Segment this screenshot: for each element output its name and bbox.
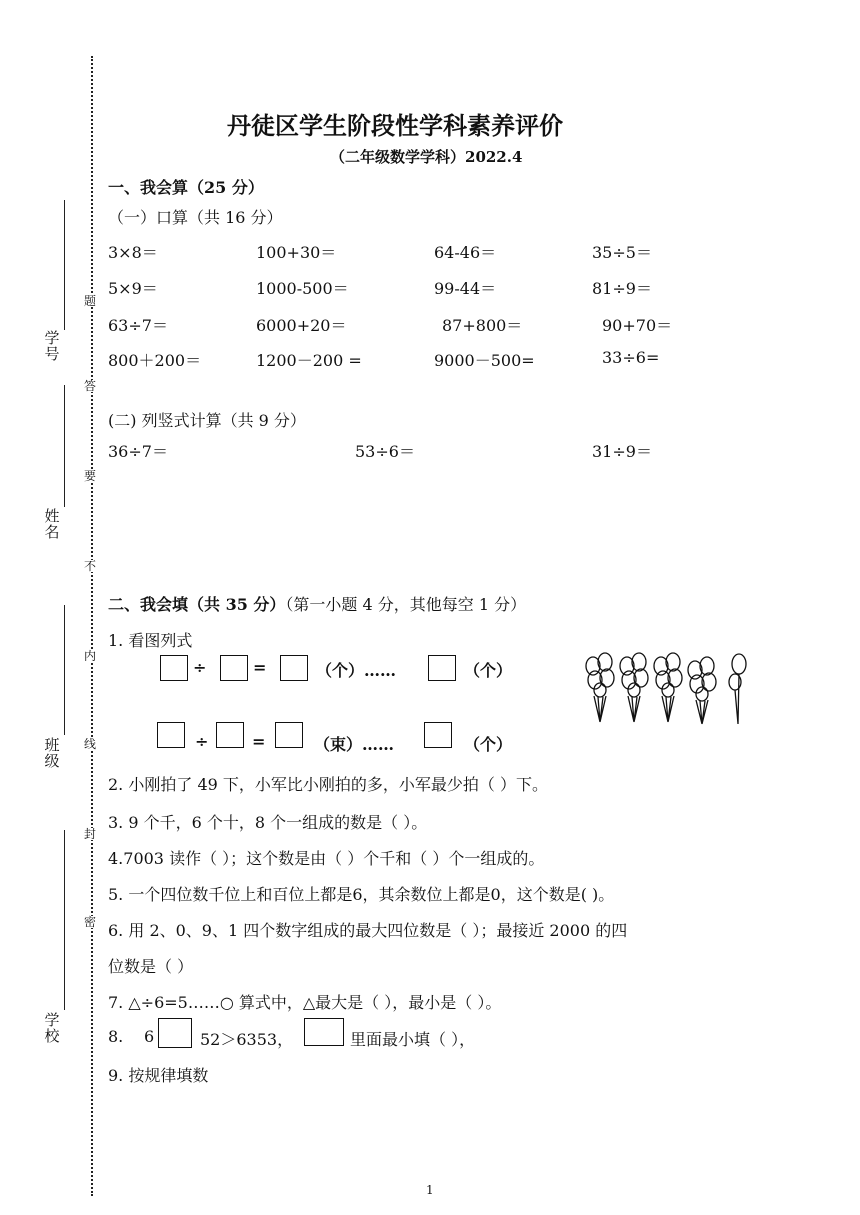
q1-label: 1. 看图列式 bbox=[108, 631, 193, 650]
unit-label: （束）…… bbox=[314, 735, 395, 754]
seal-char: 答 bbox=[84, 379, 97, 393]
answer-box[interactable] bbox=[157, 722, 185, 748]
vertical-calc-item: 53÷6＝ bbox=[355, 442, 415, 461]
answer-box[interactable] bbox=[220, 655, 248, 681]
answer-box[interactable] bbox=[275, 722, 303, 748]
balloon-bunch bbox=[620, 653, 648, 722]
school-label: 学校 bbox=[44, 1011, 60, 1045]
oral-item: 99-44＝ bbox=[434, 279, 497, 298]
vertical-calc-item: 31÷9＝ bbox=[592, 442, 652, 461]
oral-item: 64-46＝ bbox=[434, 243, 497, 262]
balloon-bunch bbox=[688, 657, 716, 724]
answer-box[interactable] bbox=[428, 655, 456, 681]
section1-heading: 一、我会算（25 分） bbox=[108, 178, 264, 197]
question-6-line2: 位数是（ ） bbox=[108, 957, 194, 976]
balloon-bunch bbox=[654, 653, 682, 722]
part2-heading: (二) 列竖式计算（共 9 分） bbox=[108, 411, 306, 430]
oral-item: 33÷6= bbox=[602, 348, 660, 367]
class-line bbox=[64, 605, 65, 735]
oral-item: 63÷7＝ bbox=[108, 316, 168, 335]
class-label: 班级 bbox=[44, 736, 60, 770]
section2-heading: 二、我会填（共 35 分） bbox=[108, 595, 286, 614]
oral-item: 81÷9＝ bbox=[592, 279, 652, 298]
question-6-line1: 6. 用 2、0、9、1 四个数字组成的最大四位数是（ ）；最接近 2000 的四 bbox=[108, 921, 628, 940]
equals-sign: = bbox=[252, 732, 266, 751]
binding-dotted-line bbox=[91, 56, 93, 1196]
oral-item: 5×9＝ bbox=[108, 279, 158, 298]
seal-char: 题 bbox=[84, 294, 97, 308]
oral-item: 800＋200＝ bbox=[108, 351, 202, 370]
page-subtitle: （二年级数学学科）2022.4 bbox=[330, 148, 523, 166]
question-3: 3. 9 个千，6 个十，8 个一组成的数是（ ）。 bbox=[108, 813, 428, 832]
balloon-bunch bbox=[586, 653, 614, 722]
balloon-pair bbox=[729, 654, 746, 724]
oral-item: 35÷5＝ bbox=[592, 243, 652, 262]
answer-box[interactable] bbox=[424, 722, 452, 748]
question-8-number: 8. bbox=[108, 1027, 124, 1046]
answer-box[interactable] bbox=[216, 722, 244, 748]
name-label: 姓名 bbox=[44, 507, 60, 541]
seal-char: 密 bbox=[84, 915, 97, 929]
question-8-prompt: 里面最小填（ ）， bbox=[350, 1030, 476, 1049]
question-8-digit: 6 bbox=[144, 1027, 155, 1046]
seal-char: 线 bbox=[84, 737, 97, 751]
question-8-inequality: 52＞6353， bbox=[200, 1030, 294, 1049]
oral-item: 6000+20＝ bbox=[256, 316, 347, 335]
oral-item: 90+70＝ bbox=[602, 316, 673, 335]
name-line bbox=[64, 385, 65, 507]
oral-item: 87+800＝ bbox=[442, 316, 523, 335]
question-2: 2. 小刚拍了 49 下，小军比小刚拍的多，小军最少拍（ ）下。 bbox=[108, 775, 548, 794]
student-number-label: 学号 bbox=[44, 329, 60, 363]
seal-char: 封 bbox=[84, 827, 97, 841]
oral-item: 3×8＝ bbox=[108, 243, 158, 262]
seal-char: 内 bbox=[84, 649, 97, 663]
question-9: 9. 按规律填数 bbox=[108, 1066, 209, 1085]
answer-box[interactable] bbox=[160, 655, 188, 681]
balloons-illustration bbox=[578, 652, 758, 730]
question-7: 7. △÷6=5……○ 算式中，△最大是（ ），最小是（ ）。 bbox=[108, 993, 502, 1012]
answer-box[interactable] bbox=[304, 1018, 344, 1046]
page-title: 丹徒区学生阶段性学科素养评价 bbox=[227, 111, 563, 140]
section2-note: （第一小题 4 分，其他每空 1 分） bbox=[285, 595, 527, 614]
question-5: 5. 一个四位数千位上和百位上都是6，其余数位上都是0，这个数是( )。 bbox=[108, 885, 615, 904]
answer-box[interactable] bbox=[158, 1018, 192, 1048]
unit-label: （个） bbox=[464, 661, 513, 680]
section2-heading-row bbox=[108, 592, 526, 615]
oral-item: 1000-500＝ bbox=[256, 279, 349, 298]
unit-label: （个）…… bbox=[316, 661, 397, 680]
divide-sign: ÷ bbox=[195, 732, 209, 751]
unit-label: （个） bbox=[464, 735, 513, 754]
question-4: 4.7003 读作（ ）；这个数是由（ ）个千和（ ）个一组成的。 bbox=[108, 849, 545, 868]
equals-sign: = bbox=[253, 658, 267, 677]
part1-heading: （一）口算（共 16 分） bbox=[108, 208, 283, 227]
seal-char: 不 bbox=[84, 559, 97, 573]
seal-char: 要 bbox=[84, 469, 97, 483]
school-line bbox=[64, 830, 65, 1010]
vertical-calc-item: 36÷7＝ bbox=[108, 442, 168, 461]
student-number-line bbox=[64, 200, 65, 330]
answer-box[interactable] bbox=[280, 655, 308, 681]
divide-sign: ÷ bbox=[193, 658, 207, 677]
oral-item: 9000－500= bbox=[434, 351, 535, 370]
oral-item: 100+30＝ bbox=[256, 243, 337, 262]
page-number: 1 bbox=[426, 1183, 434, 1197]
oral-item: 1200－200 = bbox=[256, 351, 362, 370]
